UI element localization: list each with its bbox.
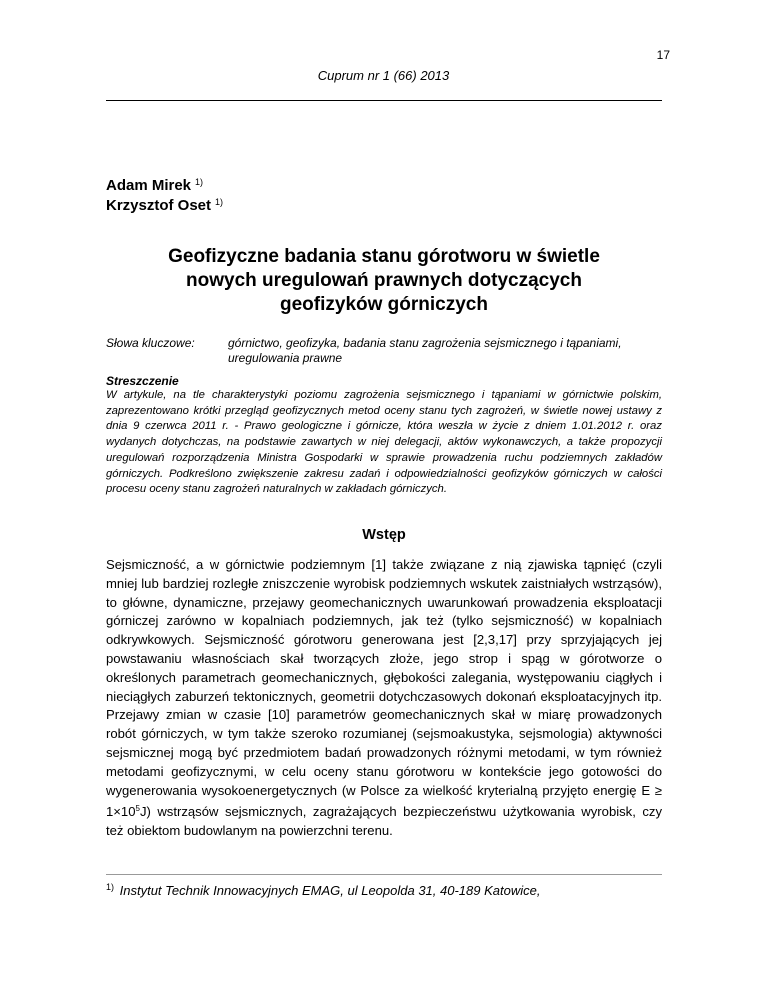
body-paragraph: [106, 556, 662, 841]
abstract-text: W artykule, na tle charakterystyki poziomu zagrożenia sejsmicznego i tąpaniami w górnictwie polskim, zaprezentowano krótki przegląd geofizycznych metod oceny stanu tych zagrożeń, w świetle nowej ustawy z dnia 9 czerwca 2011 r. - Prawo geologiczne i górnicze, która weszła w życie z dniem 1.01.2012 r. oraz wydanych dotychczas, na podstawie zawartych w niej delegacji, aktów wykonawczych, a także propozycji uregulowań rozporządzenia Ministra Gospodarki w sprawie prowadzenia ruchu podziemnych zakładów górniczych. Podkreślono zwiększenie zakresu zadań i odpowiedzialności geofizyków górniczych w całości procesu oceny stanu zagrożeń naturalnych w zakładach górniczych.: [106, 389, 662, 496]
author-2: [106, 197, 223, 214]
title-line: nowych uregulowań prawnych dotyczących: [186, 270, 582, 291]
exponent: 5: [135, 804, 140, 814]
author-1: [106, 177, 203, 194]
body-text-part: Sejsmiczność, a w górnictwie podziemnym [1] także związane z nią zjawiska tąpnięć (czyli mniej lub bardziej rozległe zniszczenie wyrobisk podziemnych wskutek zaistniałych wstrząsów), to główne, dynamiczne, przejawy geomechanicznych uwarunkowań prowadzenia eksploatacji górniczej zarówno w kopalniach podziemnych, jak też (tylko sejsmiczność) w kopalniach odkrywkowych. Sejsmiczność górotworu generowana jest [2,3,17] przy sprzyjających jej powstawaniu własnościach skał tworzących złoże, jego strop i spąg w górotworze o określonych parametrach geomechanicznych, głębokości zalegania, występowaniu ciągłych i nieciągłych zaburzeń tektonicznych, geometrii dotychczasowych dokonań eksploatacyjnych itp. Przejawy zmian w czasie [10] parametrów geomechanicznych skał w miarę prowadzonych robót górniczych, w tym także szeroko rozumianej (sejsmoakustyka, sejsmologia) aktywności sejsmicznej mogą być przedmiotem badań prowadzonych różnymi metodami, w tym również metodami geofizycznymi, w celu oceny stanu górotworu w kontekście jego gotowości do wygenerowania wysokoenergetycznych (w Polsce za wielkość kryterialną przyjęto energię E ≥ 1×10: [106, 557, 662, 820]
body-text-part: J) wstrząsów sejsmicznych, zagrażających bezpieczeństwu użytkowania wyrobisk, czy też obiektom budowlanym na powierzchni terenu.: [106, 804, 662, 839]
author-name: Adam Mirek: [106, 177, 192, 194]
affiliation-mark: 1): [195, 177, 204, 187]
keywords-text: górnictwo, geofizyka, badania stanu zagrożenia sejsmicznego i tąpaniami, uregulowania prawne: [228, 336, 622, 365]
author-name: Krzysztof Oset: [106, 197, 212, 214]
journal-header: Cuprum nr 1 (66) 2013: [317, 68, 450, 83]
title-line: geofizyków górniczych: [280, 294, 488, 315]
section-heading: Wstęp: [362, 527, 406, 543]
paper-title: [106, 245, 662, 317]
title-line: Geofizyczne badania stanu górotworu w świetle: [168, 246, 600, 267]
affiliation-mark: 1): [215, 197, 224, 207]
abstract-heading: Streszczenie: [106, 374, 179, 388]
keywords-label: Słowa kluczowe:: [106, 336, 195, 350]
page-number: 17: [656, 48, 670, 62]
footnote-divider: [106, 874, 662, 875]
footnote-text: Instytut Technik Innowacyjnych EMAG, ul Leopolda 31, 40-189 Katowice,: [119, 883, 541, 898]
footnote: [106, 882, 666, 898]
header-divider: [106, 100, 662, 101]
footnote-mark: 1): [106, 882, 115, 892]
